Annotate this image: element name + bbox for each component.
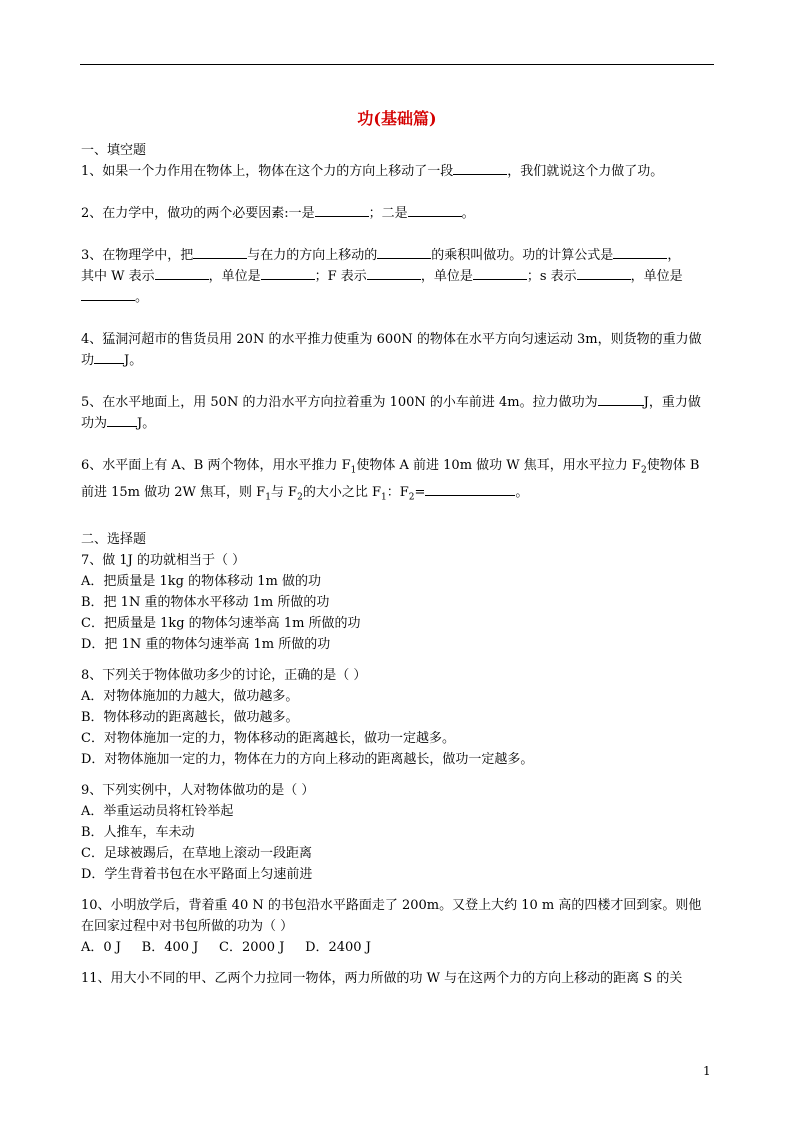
question-8 — [81, 665, 715, 770]
question-6: 6、水平面上有 A、B 两个物体，用水平推力 $F_1$使物体 A 前进 10m 做功 W 焦耳，用水平拉力 $F_2$使物体 B 前进 15m 做功 2W 焦耳，则 $F_1$与 $F_2$的大小之比 $F_1$：$F_2=$ 。 — [81, 458, 700, 503]
answer-blank[interactable] — [193, 246, 247, 259]
question-2: 2、在力学中，做功的两个必要因素:一是 ；二是 。 — [81, 206, 475, 221]
options-row[interactable]: A．0 J B．400 J C．2000 J D．2400 J — [81, 940, 371, 956]
option-c[interactable]: C．对物体施加一定的力，物体移动的距离越长，做功一定越多。 — [81, 731, 455, 747]
question-7 — [81, 550, 715, 655]
answer-blank[interactable] — [473, 267, 527, 280]
option-a[interactable]: A．把质量是 1kg 的物体移动 1m 做的功 — [81, 574, 321, 590]
option-c[interactable]: C．把质量是 1kg 的物体匀速举高 1m 所做的功 — [81, 616, 361, 632]
answer-blank[interactable] — [94, 351, 124, 364]
question-stem: 7、做 1J 的功就相当于（ ） — [81, 553, 246, 569]
question-stem: 9、下列实例中，人对物体做功的是（ ） — [81, 783, 315, 799]
question-3: 3、在物理学中，把 与在力的方向上移动的 的乘积叫做功。功的计算公式是 ， 其中 W 表示 ，单位是 ；F 表示 ，单位是 ；s 表示 ，单位是 。 — [81, 248, 683, 305]
section-heading-fill-blank: 一、填空题 — [81, 143, 147, 158]
answer-blank[interactable] — [425, 483, 515, 496]
page-number: 1 — [703, 1064, 711, 1078]
option-a[interactable]: A．对物体施加的力越大，做功越多。 — [81, 689, 299, 705]
option-b[interactable]: B．把 1N 重的物体水平移动 1m 所做的功 — [81, 595, 330, 611]
option-b[interactable]: B．人推车，车未动 — [81, 825, 195, 841]
answer-blank[interactable] — [107, 414, 137, 427]
question-10: 10、小明放学后，背着重 40 N 的书包沿水平路面走了 200m。又登上大约 10 m 高的四楼才回到家。则他 在回家过程中对书包所做的功为（ ） A．0 J B．400 J C．2000 J D．2400 J — [81, 895, 715, 958]
document-title: 功(基础篇) — [357, 109, 437, 128]
answer-blank[interactable] — [377, 246, 431, 259]
answer-blank[interactable] — [261, 267, 315, 280]
answer-blank[interactable] — [315, 204, 369, 217]
section-heading-multiple-choice: 二、选择题 — [81, 532, 147, 548]
answer-blank[interactable] — [598, 393, 644, 406]
question-4: 4、猛洞河超市的售货员用 20N 的水平推力使重为 600N 的物体在水平方向匀速运动 3m，则货物的重力做 功 J。 — [81, 332, 702, 368]
question-1: 1、如果一个力作用在物体上，物体在这个力的方向上移动了一段 ，我们就说这个力做了功。 — [81, 164, 664, 179]
header-rule — [80, 64, 714, 65]
answer-blank[interactable] — [577, 267, 631, 280]
answer-blank[interactable] — [613, 246, 667, 259]
option-a[interactable]: A．举重运动员将杠铃举起 — [81, 804, 234, 820]
answer-blank[interactable] — [453, 162, 507, 175]
question-11: 11、用大小不同的甲、乙两个力拉同一物体，两力所做的功 W 与在这两个力的方向上移动的距离 S 的关 — [81, 971, 683, 987]
answer-blank[interactable] — [81, 288, 135, 301]
answer-blank[interactable] — [408, 204, 462, 217]
option-d[interactable]: D．对物体施加一定的力，物体在力的方向上移动的距离越长，做功一定越多。 — [81, 752, 534, 768]
option-d[interactable]: D．把 1N 重的物体匀速举高 1m 所做的功 — [81, 637, 331, 653]
question-9 — [81, 780, 715, 885]
answer-blank[interactable] — [155, 267, 209, 280]
option-d[interactable]: D．学生背着书包在水平路面上匀速前进 — [81, 867, 313, 883]
option-b[interactable]: B．物体移动的距离越长，做功越多。 — [81, 710, 299, 726]
document-body — [81, 140, 715, 989]
question-5: 5、在水平地面上，用 50N 的力沿水平方向拉着重为 100N 的小车前进 4m。拉力做功为 J，重力做 功为 J。 — [81, 395, 701, 431]
question-stem: 8、下列关于物体做功多少的讨论，正确的是（ ） — [81, 668, 367, 684]
option-c[interactable]: C．足球被踢后，在草地上滚动一段距离 — [81, 846, 312, 862]
answer-blank[interactable] — [367, 267, 421, 280]
